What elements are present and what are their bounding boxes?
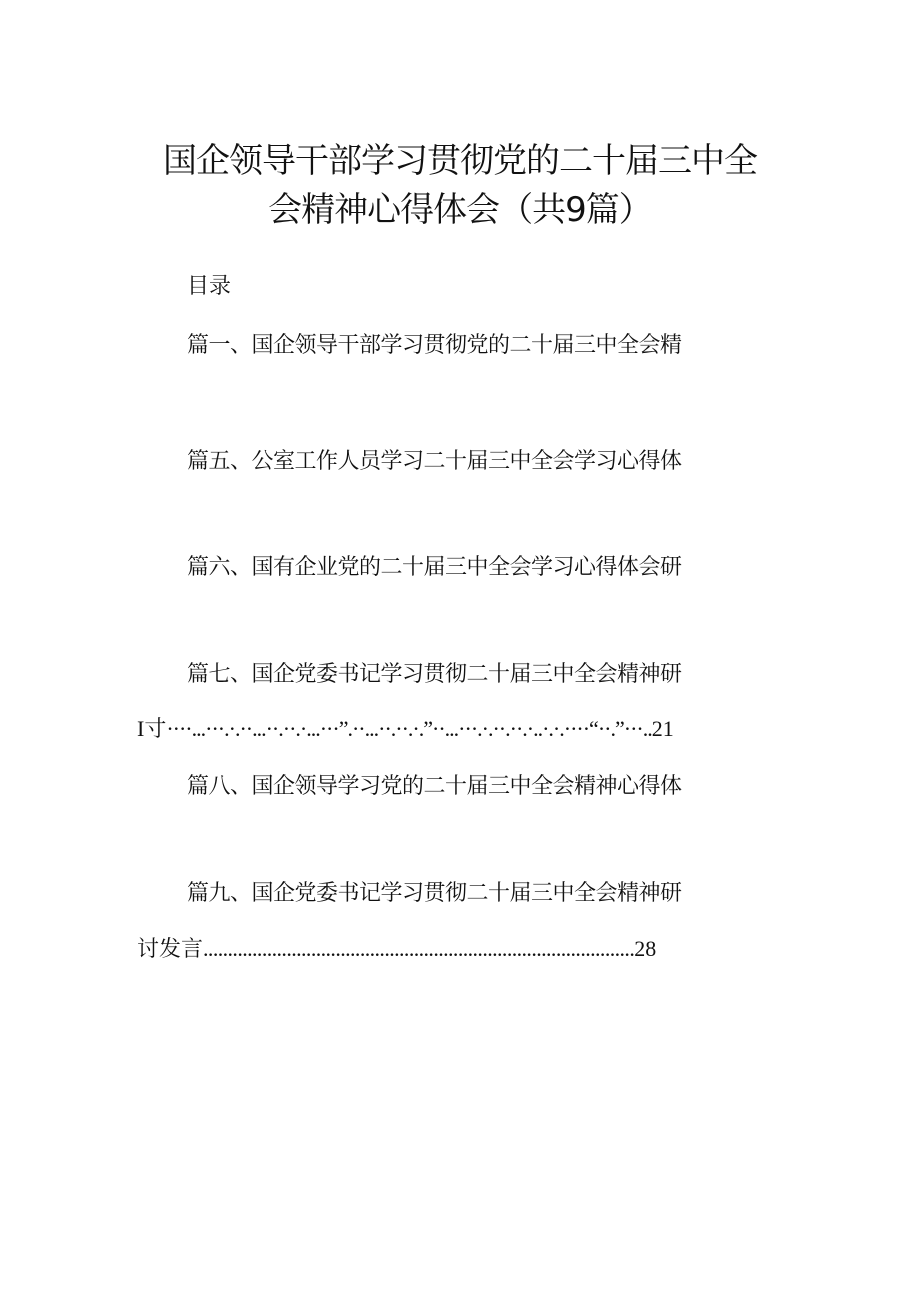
- page-number: 28: [634, 936, 657, 961]
- continuation-prefix: I寸: [137, 716, 167, 741]
- dot-leaders: ····...···.·.··...··.··.·...···”.··...··.··.·.”··...···.·.··.··.·..·.·.····“··.”···..: [166, 716, 652, 741]
- page-number: 21: [651, 716, 674, 741]
- toc-entry-5[interactable]: 篇五、公室工作人员学习二十届三中全会学习心得体: [187, 449, 682, 474]
- toc-heading: 目录: [187, 274, 232, 299]
- toc-entry-9-continuation[interactable]: [137, 935, 656, 964]
- document-title-line-2: 会精神心得体会（共9篇）: [268, 190, 652, 230]
- toc-entry-7[interactable]: 篇七、国企党委书记学习贯彻二十届三中全会精神研: [187, 662, 682, 687]
- dot-leaders: ........................................................................................: [203, 936, 635, 961]
- toc-entry-1[interactable]: 篇一、国企领导干部学习贯彻党的二十届三中全会精: [187, 333, 682, 358]
- toc-entry-7-continuation[interactable]: [137, 715, 674, 743]
- toc-entry-6[interactable]: 篇六、国有企业党的二十届三中全会学习心得体会研: [187, 555, 682, 580]
- toc-entry-9[interactable]: 篇九、国企党委书记学习贯彻二十届三中全会精神研: [187, 881, 682, 906]
- toc-entry-8[interactable]: 篇八、国企领导学习党的二十届三中全会精神心得体: [187, 774, 682, 799]
- document-title-line-1: 国企领导干部学习贯彻党的二十届三中全: [163, 141, 757, 181]
- continuation-prefix: 讨发言: [137, 937, 204, 962]
